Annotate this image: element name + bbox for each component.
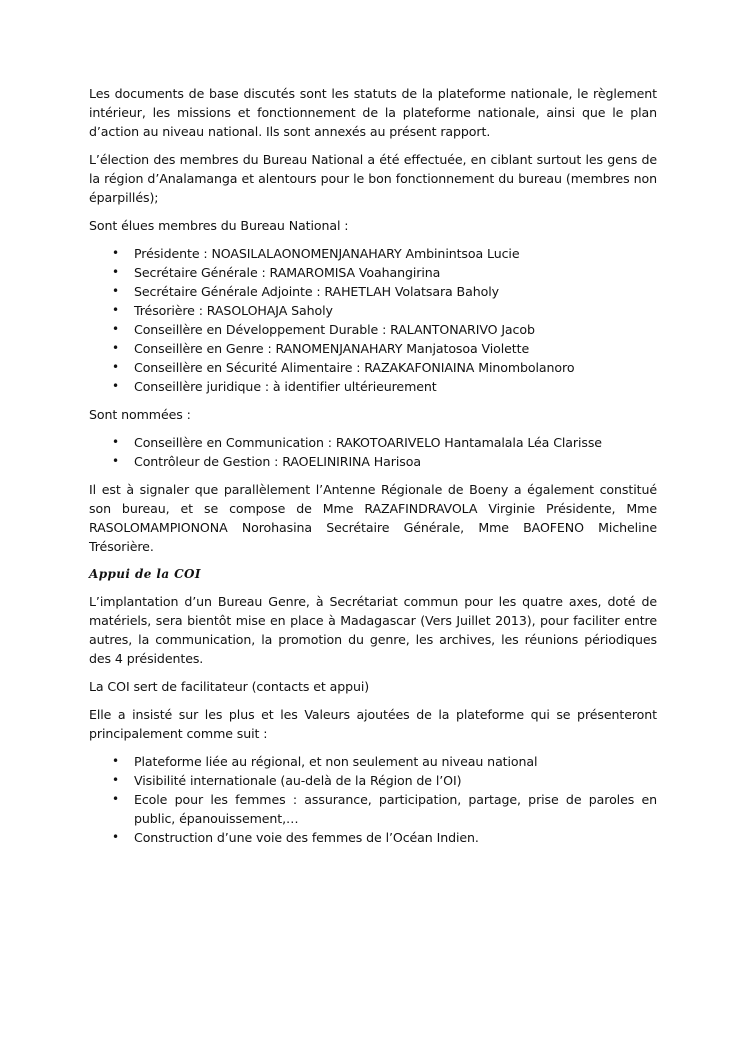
list-item: • Contrôleur de Gestion : RAOELINIRINA Harisoa [112, 454, 421, 469]
added-values-list [89, 752, 657, 847]
bullet-icon: • [112, 754, 119, 768]
list-item: • Conseillère en Genre : RANOMENJANAHARY Manjatosoa Violette [112, 341, 530, 356]
paragraph-election: L’élection des membres du Bureau National a été effectuée, en ciblant surtout les gens de la région d’Analamanga et alentours pour le bon fonctionnement du bureau (membres non éparpillés); [89, 152, 657, 205]
list-item: • Ecole pour les femmes : assurance, participation, partage, prise de paroles en public, épanouissement,… [112, 792, 657, 826]
document-page [89, 84, 657, 856]
paragraph-elected-intro: Sont élues membres du Bureau National : [89, 218, 349, 233]
elected-members-list [89, 244, 657, 396]
bullet-icon: • [112, 454, 119, 468]
bullet-icon: • [112, 284, 119, 298]
paragraph-base-documents: Les documents de base discutés sont les statuts de la plateforme nationale, le règlement intérieur, les missions et fonctionnement de la plateforme nationale, ainsi que le plan d’action au niveau national. Ils sont annexés au présent rapport. [89, 86, 657, 139]
bullet-icon: • [112, 246, 119, 260]
list-item: • Conseillère en Communication : RAKOTOARIVELO Hantamalala Léa Clarisse [112, 435, 602, 450]
bullet-icon: • [112, 303, 119, 317]
bullet-icon: • [112, 265, 119, 279]
list-item: • Secrétaire Générale Adjointe : RAHETLAH Volatsara Baholy [112, 284, 499, 299]
list-item: • Trésorière : RASOLOHAJA Saholy [112, 303, 333, 318]
paragraph-boeny-antenna: Il est à signaler que parallèlement l’Antenne Régionale de Boeny a également constitué son bureau, et se compose de Mme RAZAFINDRAVOLA Virginie Présidente, Mme RASOLOMAMPIONONA Norohasina Secrétaire Générale, Mme BAOFENO Micheline Trésorière. [89, 482, 657, 554]
bullet-icon: • [112, 322, 119, 336]
bullet-icon: • [112, 830, 119, 844]
bullet-icon: • [112, 773, 119, 787]
list-item: • Visibilité internationale (au-delà de la Région de l’OI) [112, 773, 462, 788]
paragraph-added-values-intro: Elle a insisté sur les plus et les Valeurs ajoutées de la plateforme qui se présenteront principalement comme suit : [89, 707, 657, 741]
list-item: • Présidente : NOASILALAONOMENJANAHARY Ambinintsoa Lucie [112, 246, 520, 261]
list-item: • Conseillère en Développement Durable : RALANTONARIVO Jacob [112, 322, 535, 337]
list-item: • Secrétaire Générale : RAMAROMISA Voahangirina [112, 265, 441, 280]
bullet-icon: • [112, 379, 119, 393]
paragraph-appointed-intro: Sont nommées : [89, 407, 191, 422]
section-heading-coi-support: Appui de la COI [89, 567, 201, 581]
list-item: • Construction d’une voie des femmes de l’Océan Indien. [112, 830, 479, 845]
paragraph-coi-facilitator: La COI sert de facilitateur (contacts et appui) [89, 679, 370, 694]
list-item: • Plateforme liée au régional, et non seulement au niveau national [112, 754, 538, 769]
appointed-members-list [89, 433, 657, 471]
bullet-icon: • [112, 792, 119, 806]
list-item: • Conseillère juridique : à identifier ultérieurement [112, 379, 437, 394]
bullet-icon: • [112, 360, 119, 374]
bullet-icon: • [112, 435, 119, 449]
bullet-icon: • [112, 341, 119, 355]
paragraph-gender-bureau: L’implantation d’un Bureau Genre, à Secrétariat commun pour les quatre axes, doté de matériels, sera bientôt mise en place à Madagascar (Vers Juillet 2013), pour faciliter entre autres, la communication, la promotion du genre, les archives, les réunions périodiques des 4 présidentes. [89, 594, 657, 666]
list-item: • Conseillère en Sécurité Alimentaire : RAZAKAFONIAINA Minombolanoro [112, 360, 575, 375]
